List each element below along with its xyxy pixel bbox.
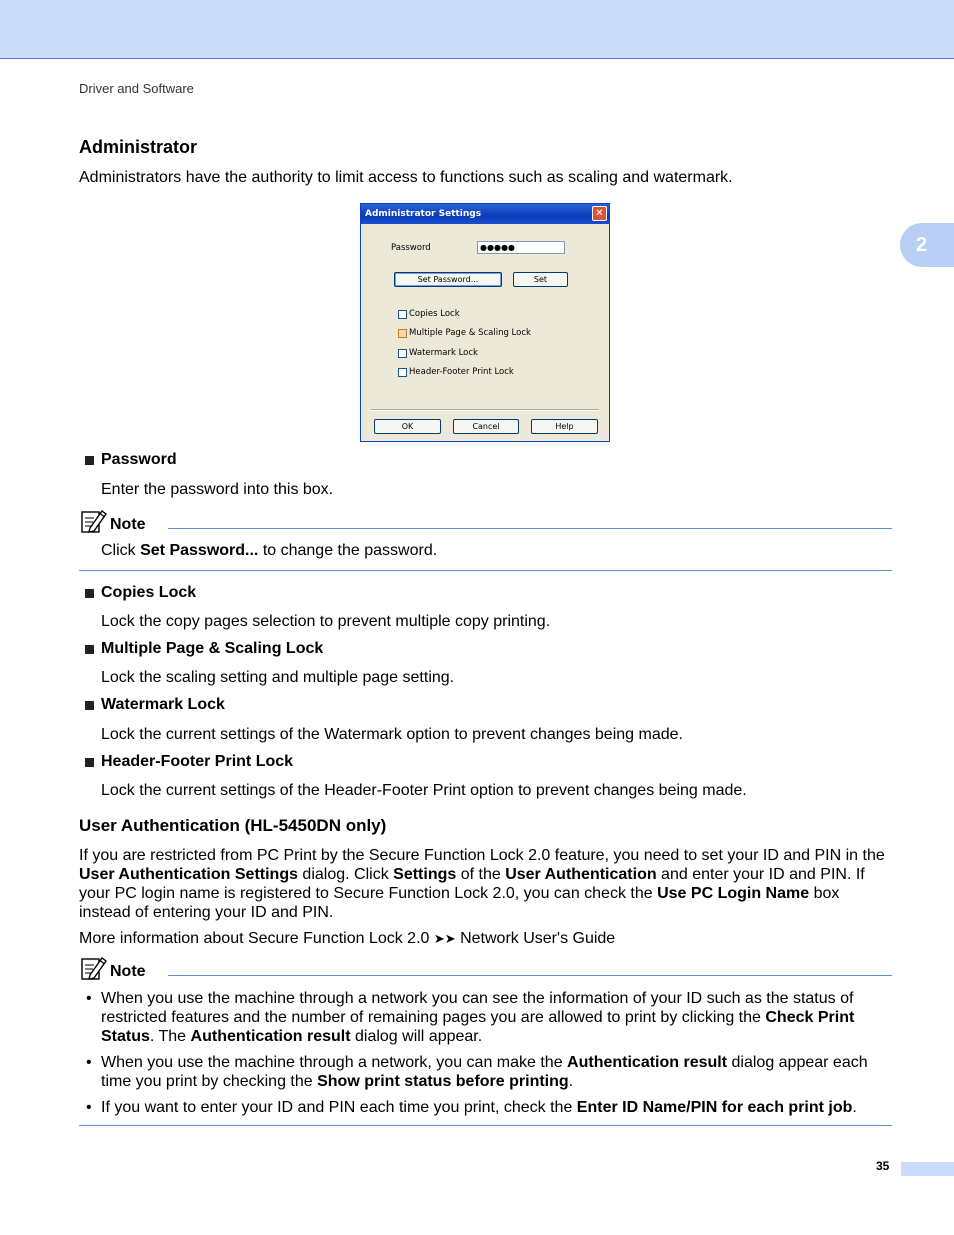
note-2-bottom-rule (79, 1125, 892, 1126)
item-desc-watermark-lock: Lock the current settings of the Watermark option to prevent changes being made. (101, 726, 683, 743)
password-input[interactable]: ●●●●● (477, 241, 565, 254)
item-title-text: Header-Footer Print Lock (101, 753, 294, 770)
list-item (79, 1053, 894, 1091)
item-title-watermark-lock (85, 696, 225, 714)
checkbox-box[interactable] (398, 310, 407, 319)
text-part: When you use the machine through a network, you can make the (101, 1054, 568, 1071)
item-title-password (85, 451, 177, 469)
checkbox-copies-lock[interactable] (398, 309, 460, 319)
intro-paragraph: Administrators have the authority to limit access to functions such as scaling and watermark. (79, 169, 733, 186)
text-part: . (852, 1099, 857, 1116)
item-title-text: Password (101, 451, 177, 468)
help-button[interactable]: Help (531, 419, 598, 434)
square-bullet-icon (85, 701, 94, 710)
dialog-body (361, 224, 609, 441)
text-part: box instead of entering your ID and PIN. (79, 885, 840, 921)
note-1-bottom-rule (79, 570, 892, 571)
text-bold: User Authentication (505, 866, 657, 883)
note-top-rule (168, 528, 892, 529)
item-title-multiple-page-scaling-lock (85, 640, 323, 658)
note-label: Note (110, 516, 146, 533)
checkbox-label: Multiple Page & Scaling Lock (409, 328, 531, 338)
item-title-copies-lock (85, 584, 196, 602)
text-part: If you want to enter your ID and PIN each time you print, check the (101, 1099, 577, 1116)
checkbox-label: Header-Footer Print Lock (409, 367, 514, 377)
page-number: 35 (876, 1159, 890, 1173)
text-bold: Check Print Status (101, 1009, 855, 1045)
text-bold: Show print status before printing (317, 1073, 569, 1090)
text-part: . The (149, 1028, 191, 1045)
checkbox-header-footer-print-lock[interactable] (398, 367, 514, 377)
text-part: Network User's Guide (455, 930, 616, 947)
item-title-text: Multiple Page & Scaling Lock (101, 640, 324, 657)
checkbox-label: Copies Lock (409, 309, 460, 319)
note-pencil-icon (79, 955, 107, 983)
note-pencil-icon (79, 508, 107, 536)
set-password-button[interactable]: Set Password... (394, 272, 502, 287)
note-text-part: Click (101, 542, 141, 559)
note-top-rule (168, 975, 892, 976)
text-bold: Authentication result (567, 1054, 728, 1071)
note-box-2 (79, 961, 892, 983)
checkbox-box[interactable] (398, 329, 407, 338)
list-item (79, 1098, 894, 1117)
text-bold: Enter ID Name/PIN for each print job (576, 1099, 853, 1116)
more-info-paragraph (79, 929, 894, 948)
text-bold: Authentication result (190, 1028, 351, 1045)
ok-button[interactable]: OK (374, 419, 441, 434)
page-number-tab (901, 1162, 954, 1176)
text-part: dialog will appear. (350, 1028, 483, 1045)
square-bullet-icon (85, 645, 94, 654)
item-title-header-footer-print-lock (85, 753, 293, 771)
text-part: of the (456, 866, 506, 883)
dialog-title: Administrator Settings (365, 209, 482, 219)
note-text-part: to change the password. (258, 542, 438, 559)
note-2-list (79, 989, 894, 1124)
square-bullet-icon (85, 758, 94, 767)
item-title-text: Copies Lock (101, 584, 197, 601)
dialog-titlebar (361, 204, 609, 224)
note-text-bold: Set Password... (140, 542, 259, 559)
checkbox-label: Watermark Lock (409, 348, 478, 358)
close-icon[interactable]: ✕ (592, 206, 607, 221)
password-label: Password (391, 243, 431, 253)
chapter-number: 2 (916, 233, 928, 256)
text-bold: User Authentication Settings (79, 866, 298, 883)
text-bold: Use PC Login Name (657, 885, 810, 902)
text-part: dialog appear each time you print by checking the (101, 1054, 868, 1090)
text-part: dialog. Click (297, 866, 394, 883)
square-bullet-icon (85, 589, 94, 598)
checkbox-box[interactable] (398, 368, 407, 377)
administrator-settings-dialog (360, 203, 610, 442)
double-arrow-icon: ➤➤ (433, 931, 456, 946)
note-header (79, 514, 892, 536)
item-desc-password: Enter the password into this box. (101, 481, 334, 498)
item-desc-header-footer-print-lock: Lock the current settings of the Header-Footer Print option to prevent changes being made. (101, 782, 747, 799)
checkbox-watermark-lock[interactable] (398, 348, 478, 358)
item-title-text: Watermark Lock (101, 696, 225, 713)
note-header (79, 961, 892, 983)
note-label: Note (110, 963, 146, 980)
set-button[interactable]: Set (513, 272, 568, 287)
item-desc-copies-lock: Lock the copy pages selection to prevent multiple copy printing. (101, 613, 551, 630)
checkbox-box[interactable] (398, 349, 407, 358)
text-part: If you are restricted from PC Print by the Secure Function Lock 2.0 feature, you need to set your ID and PIN in the (79, 847, 885, 864)
section-title-administrator: Administrator (79, 137, 198, 157)
text-part: When you use the machine through a network you can see the information of your ID such as the status of restricted features and the number of remaining pages you are allowed to print by clicking the (101, 990, 854, 1026)
user-auth-paragraph (79, 846, 894, 922)
text-part: . (568, 1073, 574, 1090)
text-part: and enter your ID and PIN. If your PC login name is registered to Secure Function Lock 2.0, you can check the (79, 866, 865, 902)
checkbox-multiple-page-scaling-lock[interactable] (398, 328, 531, 338)
section-title-user-authentication: User Authentication (HL-5450DN only) (79, 816, 387, 835)
dialog-separator (371, 409, 599, 411)
square-bullet-icon (85, 456, 94, 465)
text-bold: Settings (393, 866, 457, 883)
item-desc-multiple-page-scaling-lock: Lock the scaling setting and multiple page setting. (101, 669, 455, 686)
cancel-button[interactable]: Cancel (453, 419, 519, 434)
list-item (79, 989, 894, 1046)
note-box-1 (79, 514, 892, 536)
header-band (0, 0, 954, 59)
running-head: Driver and Software (79, 81, 194, 96)
chapter-tab (900, 223, 954, 267)
note-1-text (101, 541, 437, 560)
text-part: More information about Secure Function Lock 2.0 (79, 930, 434, 947)
